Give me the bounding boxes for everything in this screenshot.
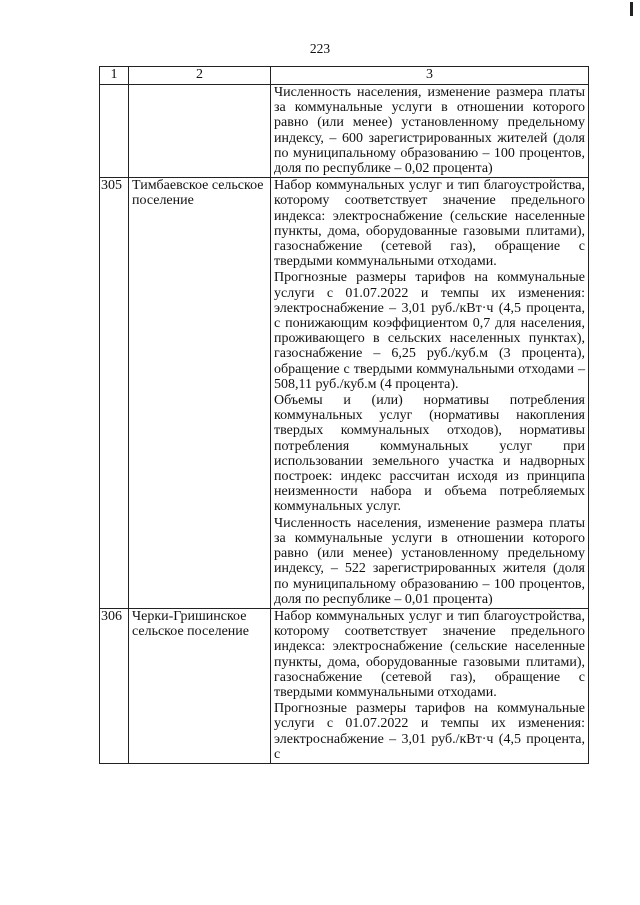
settlement-name: Черки-Гришинское сельское поселение <box>129 608 271 763</box>
table-row <box>100 85 589 178</box>
detail-paragraph: Набор коммунальных услуг и тип благоустройства, которому соответствует значение предельного индекса: электроснабжение (сельские населенные пункты, дома, оборудованные газовыми плитами), газоснабжение (сетевой газ), обращение с твердыми коммунальными отходами. <box>274 608 585 700</box>
scan-corner-mark <box>630 2 633 16</box>
tariff-table <box>99 66 589 764</box>
table-row <box>100 608 589 763</box>
row-number: 305 <box>100 178 129 609</box>
row-number <box>100 85 129 178</box>
detail-paragraph: Набор коммунальных услуг и тип благоустройства, которому соответствует значение предельного индекса: электроснабжение (сельские населенные пункты, дома, оборудованные газовыми плитами), газоснабжение (сетевой газ), обращение с твердыми коммунальными отходами. <box>274 178 585 270</box>
detail-paragraph: Прогнозные размеры тарифов на коммунальные услуги с 01.07.2022 и темпы их изменения: электроснабжение – 3,01 руб./кВт·ч (4,5 процента, с <box>274 701 585 762</box>
detail-paragraph: Численность населения, изменение размера платы за коммунальные услуги в отношении которого равно (или менее) установленному предельному индексу, – 522 зарегистрированных жителя (доля по муниципальному образованию – 100 процентов, доля по республике – 0,01 процента) <box>274 515 585 607</box>
detail-paragraph: Объемы и (или) нормативы потребления коммунальных услуг (нормативы накопления твердых коммунальных отходов), нормативы потребления коммунальных услуг при использовании земельного участка и надворных построек: индекс рассчитан исходя из принципа неизменности набора и объема потребляемых коммунальных услуг. <box>274 393 585 515</box>
detail-paragraph: Численность населения, изменение размера платы за коммунальные услуги в отношении которого равно (или менее) установленному предельному индексу, – 600 зарегистрированных жителей (доля по муниципальному образованию – 100 процентов, доля по республике – 0,02 процента) <box>274 85 585 177</box>
row-number: 306 <box>100 608 129 763</box>
row-details <box>271 608 589 763</box>
settlement-name: Тимбаевское сельское поселение <box>129 178 271 609</box>
settlement-name <box>129 85 271 178</box>
table-header-row <box>100 67 589 85</box>
column-header-3: 3 <box>271 67 589 85</box>
detail-paragraph: Прогнозные размеры тарифов на коммунальные услуги с 01.07.2022 и темпы их изменения: электроснабжение – 3,01 руб./кВт·ч (4,5 процента, с понижающим коэффициентом 0,7 для населения, проживающего в сельских населенных пунктах), газоснабжение – 6,25 руб./куб.м (3 процента), обращение с твердыми коммунальными отходами – 508,11 руб./куб.м (4 процента). <box>274 270 585 392</box>
row-details <box>271 178 589 609</box>
row-details <box>271 85 589 178</box>
table-row <box>100 178 589 609</box>
column-header-1: 1 <box>100 67 129 85</box>
page-number: 223 <box>309 41 331 56</box>
column-header-2: 2 <box>129 67 271 85</box>
